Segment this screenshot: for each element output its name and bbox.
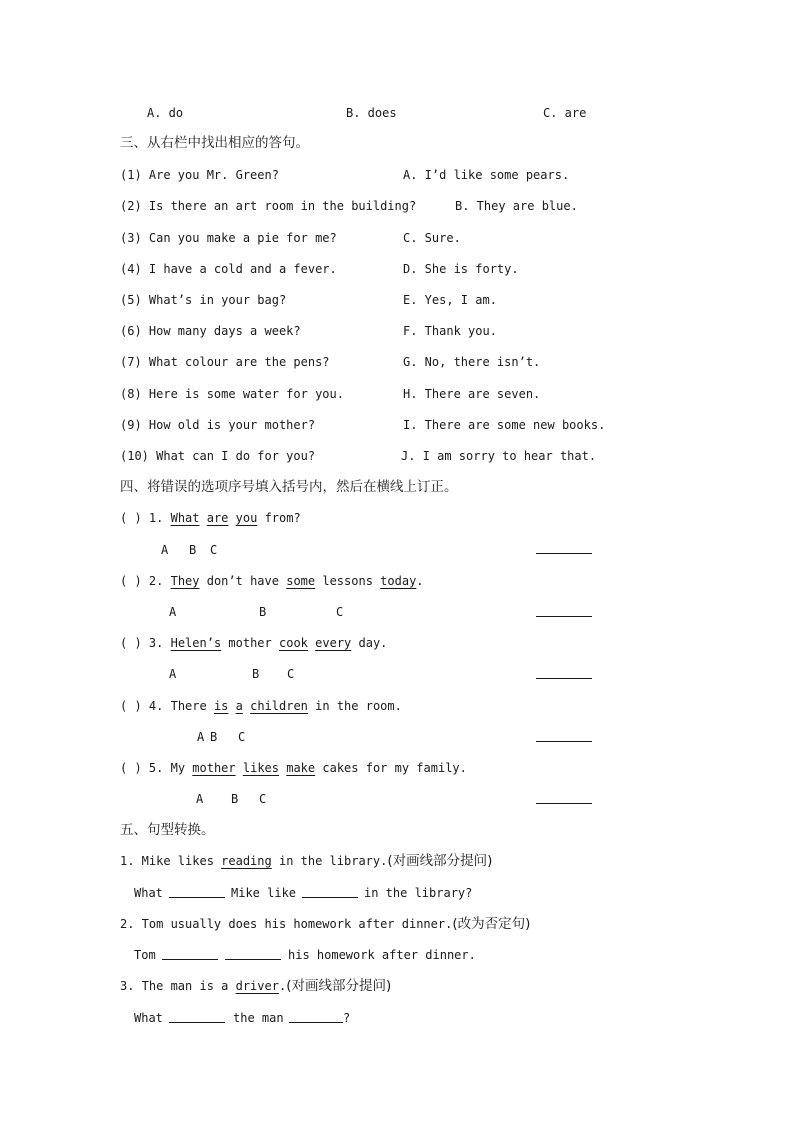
option-letter: B [259, 605, 267, 619]
option-letter: C [210, 543, 218, 557]
option-letter: A [169, 605, 177, 619]
underlined-word-b: are [206, 511, 229, 525]
answer-blank[interactable] [169, 897, 225, 898]
underlined-word-b: cook [279, 636, 308, 650]
transform-question-3 [120, 978, 391, 994]
underlined-word-a: What [170, 511, 200, 525]
sentence-start: 3. The man is a [120, 979, 229, 993]
answer-word: the man [233, 1011, 284, 1025]
sentence-rest: . [416, 574, 424, 588]
correction-sentence [120, 510, 301, 526]
answer-word: Tom [134, 948, 156, 962]
correction-sentence [120, 635, 387, 651]
instruction-note: (对画线部分提问) [387, 853, 493, 869]
answer-blank[interactable] [302, 897, 358, 898]
section3-answer: I. There are some new books. [403, 418, 606, 432]
section3-question: (4) I have a cold and a fever. [120, 262, 337, 276]
underlined-word: reading [221, 854, 272, 868]
correction-sentence [120, 760, 467, 776]
underlined-word: driver [235, 979, 279, 993]
underlined-word-b: a [235, 699, 243, 713]
underlined-word-c: every [315, 636, 352, 650]
underlined-word-c: make [286, 761, 316, 775]
correction-blank[interactable] [536, 616, 592, 617]
answer-word: Mike like [231, 886, 297, 900]
sentence-rest: cakes for my family. [322, 761, 467, 775]
section3-question: (10) What can I do for you? [120, 449, 316, 463]
sentence-rest: in the library. [278, 854, 388, 868]
option-letter: B [231, 792, 239, 806]
section3-question: (3) Can you make a pie for me? [120, 231, 337, 245]
option-letter: B [189, 543, 197, 557]
correction-blank[interactable] [536, 678, 592, 679]
underlined-word-b: some [286, 574, 316, 588]
section3-question: (1) Are you Mr. Green? [120, 168, 279, 182]
answer-blank[interactable] [169, 1022, 225, 1023]
sentence-start: My [170, 761, 186, 775]
answer-word: What [134, 1011, 163, 1025]
underlined-word-a: They [170, 574, 200, 588]
option-letter: A [196, 792, 204, 806]
section3-answer: J. I am sorry to hear that. [401, 449, 597, 463]
item-number: ( ) 4. [120, 699, 164, 713]
sentence-middle: lessons [322, 574, 373, 588]
underlined-word-c: today [380, 574, 417, 588]
section3-answer: A. I’d like some pears. [403, 168, 570, 182]
section3-answer: B. They are blue. [455, 199, 578, 213]
underlined-word-b: likes [242, 761, 279, 775]
option-letter: C [259, 792, 267, 806]
section3-question: (7) What colour are the pens? [120, 355, 330, 369]
section3-question: (9) How old is your mother? [120, 418, 316, 432]
section3-question: (2) Is there an art room in the building? [120, 199, 417, 213]
option-letter: C [238, 730, 246, 744]
sentence-middle: don’t have [206, 574, 279, 588]
option-letter: B [252, 667, 260, 681]
section3-answer: H. There are seven. [403, 387, 541, 401]
section3-heading: 三、从右栏中找出相应的答句。 [120, 135, 309, 151]
correction-sentence [120, 698, 402, 714]
sentence-start: 1. Mike likes [120, 854, 214, 868]
sentence-rest: day. [358, 636, 388, 650]
section3-question: (5) What’s in your bag? [120, 293, 287, 307]
sentence-text: 2. Tom usually does his homework after dinner. [120, 917, 453, 931]
section5-heading: 五、句型转换。 [120, 822, 215, 838]
underlined-word-c: you [235, 511, 258, 525]
item-number: ( ) 5. [120, 761, 164, 775]
option-a: A. do [147, 106, 184, 120]
sentence-rest: in the room. [315, 699, 402, 713]
option-letter: B [210, 730, 218, 744]
section3-question: (8) Here is some water for you. [120, 387, 344, 401]
instruction-note: (对画线部分提问) [286, 978, 392, 994]
section3-answer: F. Thank you. [403, 324, 497, 338]
correction-blank[interactable] [536, 741, 592, 742]
section3-answer: G. No, there isn’t. [403, 355, 541, 369]
answer-word: What [134, 886, 163, 900]
sentence-rest: from? [264, 511, 301, 525]
answer-word: in the library? [364, 886, 473, 900]
option-b: B. does [346, 106, 397, 120]
section3-answer: E. Yes, I am. [403, 293, 497, 307]
section3-question: (6) How many days a week? [120, 324, 301, 338]
item-number: ( ) 2. [120, 574, 164, 588]
section4-heading: 四、将错误的选项序号填入括号内，然后在横线上订正。 [120, 479, 458, 495]
instruction-note: (改为否定句) [452, 916, 531, 932]
answer-blank[interactable] [225, 959, 281, 960]
section3-answer: D. She is forty. [403, 262, 519, 276]
underlined-word-c: children [250, 699, 308, 713]
item-number: ( ) 1. [120, 511, 164, 525]
sentence-middle: mother [228, 636, 272, 650]
option-letter: A [161, 543, 169, 557]
option-c: C. are [543, 106, 587, 120]
underlined-word-a: Helen’s [170, 636, 222, 650]
correction-blank[interactable] [536, 803, 592, 804]
transform-question-1 [120, 853, 492, 869]
sentence-rest: . [278, 979, 287, 993]
answer-word: ? [343, 1011, 351, 1025]
section3-answer: C. Sure. [403, 231, 461, 245]
sentence-start: There [170, 699, 207, 713]
transform-question-2 [120, 916, 530, 932]
item-number: ( ) 3. [120, 636, 164, 650]
answer-blank[interactable] [289, 1022, 343, 1023]
answer-blank[interactable] [162, 959, 218, 960]
option-letter: A [169, 667, 177, 681]
option-letter: C [287, 667, 295, 681]
underlined-word-a: mother [192, 761, 236, 775]
answer-word: his homework after dinner. [288, 948, 476, 962]
underlined-word-a: is [213, 699, 229, 713]
correction-sentence [120, 573, 424, 589]
option-letter: C [336, 605, 344, 619]
option-letter: A [197, 730, 205, 744]
correction-blank[interactable] [536, 553, 592, 554]
